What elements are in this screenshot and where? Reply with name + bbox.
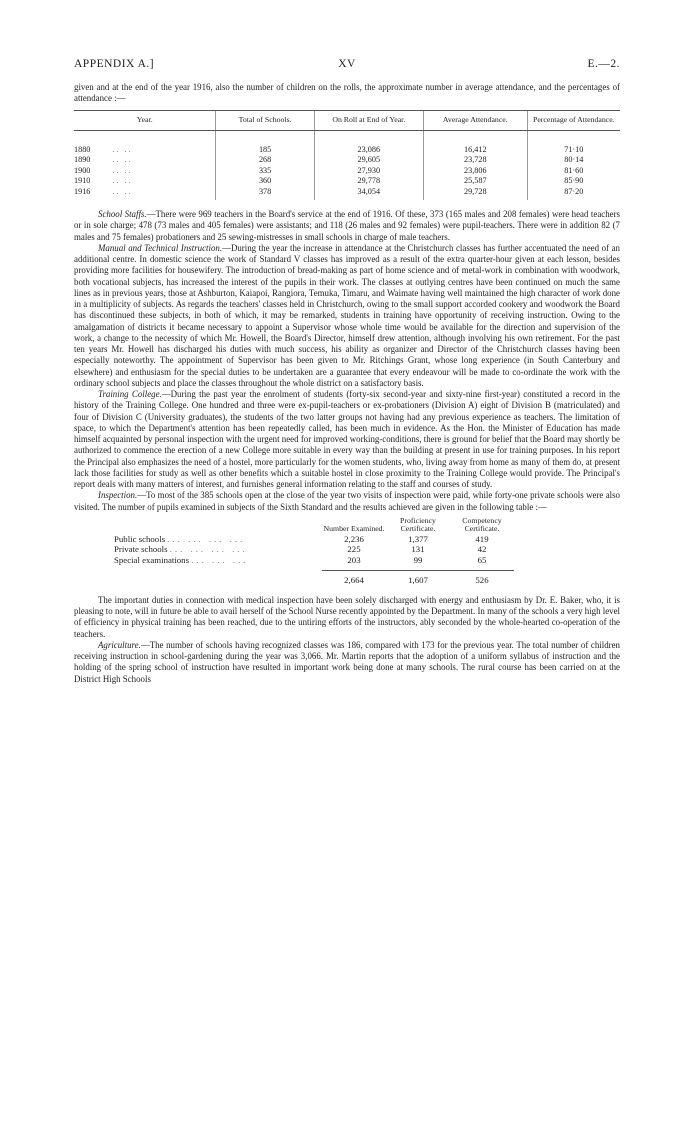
col-percentage: Percentage of Attendance. [527, 110, 620, 130]
school-staffs-heading: School Staffs. [98, 209, 147, 219]
examination-table-header [114, 517, 584, 534]
table-row: 1890 .. .. 268 29,605 23,728 80·14 [74, 155, 620, 166]
intro-paragraph: given and at the end of the year 1916, also the number of children on the rolls, the approximate number in average attendance, and the percentages of attendance :— [74, 82, 620, 104]
attendance-table [74, 110, 620, 201]
manual-instruction-paragraph [74, 243, 620, 389]
examination-table [114, 517, 584, 586]
school-staffs-text: —There were 969 teachers in the Board's service at the end of 1916. Of these, 373 (165 males and 208 females) were head teachers or in sole charge; 478 (73 males and 405 females) were assistants; and 118 (26 males and 92 females) were pupil-teachers. There were in addition 82 (7 males and 75 females) probationers and 25 sewing-mistresses in small schools in charge of male teachers. [74, 209, 620, 242]
school-staffs-paragraph [74, 209, 620, 243]
manual-instruction-heading: Manual and Technical Instruction. [98, 242, 223, 253]
col-number-examined: Number Examined. [323, 524, 385, 534]
table-row: 1910 .. .. 360 29,778 25,587 85·90 [74, 176, 620, 187]
total-examined: 2,664 [344, 575, 364, 586]
inspection-text: —To most of the 385 schools open at the close of the year two visits of inspection were paid, while forty-one private schools were also visited. The number of pupils examined in subjects of the Sixth Standard and the results achieved are given in the following table :— [74, 490, 620, 512]
header-page-number: XV [338, 58, 356, 70]
manual-instruction-text: —During the year the increase in attendance at the Christchurch classes has further accentuated the need of an additional centre. In domestic science the work of Standard V classes has improved as a result of the extra quarter-hour given at each lesson, besides providing more facilities for housewifery. The introduction of bread-making as part of home science and of metal-work in combination with woodwork, both vocational subjects, has increased the interest of the pupils in their work. The classes at outlying centres have been continued on much the same lines as in previous years, those at Ashburton, Kaiapoi, Rangiora, Temuka, Timaru, and Waimate having well maintained the high character of work done in a multiplicity of subjects. As regards the teachers' classes held in Christchurch, owing to the small support accorded cookery and woodwork the Board has discontinued these subjects, in both of which, it may be remarked, students in training have opportunity of receiving instruction. Owing to the amalgamation of districts it became necessary to appoint a Supervisor whose whole time would be available for the direction and supervision of the work, a change to the necessity of which Mr. Howell, the Board's Director, himself drew attention, although involving his own retirement. For the past ten years Mr. Howell has discharged his duties with much success, his ability as organizer and Director of the Christchurch classes having been especially noteworthy. The appointment of Supervisor has been given to Mr. Ritchings Grant, whose long experience (in South Canterbury and elsewhere) and enthusiasm for the special duties to be undertaken are a guarantee that every endeavour will be made to co-ordinate the work with the ordinary school subjects and place the classes throughout the whole district on a satisfactory basis. [74, 242, 620, 388]
col-average-attendance: Average Attendance. [423, 110, 527, 130]
document-page [74, 58, 620, 685]
table-row: Public schools ... ... ... ... 2,236 1,377 419 [114, 533, 489, 544]
col-total-schools: Total of Schools. [216, 110, 314, 130]
agriculture-heading: Agriculture. [98, 639, 141, 650]
medical-inspection-paragraph: The important duties in connection with medical inspection have been solely discharged with energy and enthusiasm by Dr. E. Baker, who, it is pleasing to note, will in future be able to avail herself of the School Nurse recently appointed by the Department. In many of the schools a very high level of efficiency in physical training has been reached, due to the untiring efforts of the instructors, ably seconded by the whole-hearted co-operation of the teachers. [74, 594, 620, 639]
table-row: 1880 .. .. 185 23,086 16,412 71·10 [74, 145, 620, 156]
total-competency: 526 [475, 575, 489, 586]
inspection-heading: Inspection. [98, 490, 138, 501]
table-row: 1900 .. .. 335 27,930 23,806 81·60 [74, 166, 620, 177]
training-college-paragraph [74, 389, 620, 490]
agriculture-paragraph [74, 640, 620, 685]
col-on-roll: On Roll at End of Year. [314, 110, 423, 130]
agriculture-text: —The number of schools having recognized classes was 186, compared with 173 for the previous year. The total number of children receiving instruction in school-gardening during the year was 3,066. Mr. Martin reports that the adoption of a uniform syllabus of instruction and the holding of the spring school of instruction have resulted in important work being done at many schools. The rural course has been carried on at the District High Schools [74, 639, 620, 684]
attendance-table-header [74, 110, 620, 130]
totals-row [114, 575, 584, 586]
table-row: Special examinations ... ... ... 203 99 65 [114, 554, 487, 565]
page-header [74, 58, 620, 70]
inspection-paragraph [74, 490, 620, 513]
header-reference: E.—2. [587, 58, 620, 70]
training-college-text: —During the past year the enrolment of students (forty-six second-year and sixty-nine first-year) constituted a record in the history of the Training College. One hundred and three were ex-pupil-teachers or ex-probationers (Division A) eight of Division B (matriculated) and four of Division C (University graduates), the students of the two latter groups not having had any previous experience as teachers. The limitation of space, to which the Department's attention has been repeatedly called, has been much in evidence. As the Hon. the Minister of Education has made himself acquainted by personal inspection with the urgent need for improved working-conditions, there is ground for belief that the Board may shortly be authorized to commence the erection of a new College more suitable in every way than the building at present in use for training purposes. In his report the Principal also emphasizes the need of a hostel, more particularly for the women students, who, living away from home as many of them do, at present lack those facilities for study as well as other benefits which a suitable hostel in close proximity to the Training College would provide. The Principal's report deals with many matters of interest, and furnishes general information relating to the staff and courses of study. [74, 389, 620, 489]
col-competency: Competency Certificate. [462, 515, 502, 534]
table-row: 1916 .. .. 378 34,054 29,728 87·20 [74, 187, 620, 201]
training-college-heading: Training College. [98, 389, 162, 399]
table-row: Private schools ... ... ... ... 225 131 42 [114, 544, 487, 555]
col-proficiency: Proficiency Certificate. [400, 515, 436, 534]
col-year: Year. [74, 110, 216, 130]
header-appendix: APPENDIX A.] [74, 58, 155, 70]
total-proficiency: 1,607 [408, 575, 428, 586]
totals-rule [322, 570, 514, 571]
